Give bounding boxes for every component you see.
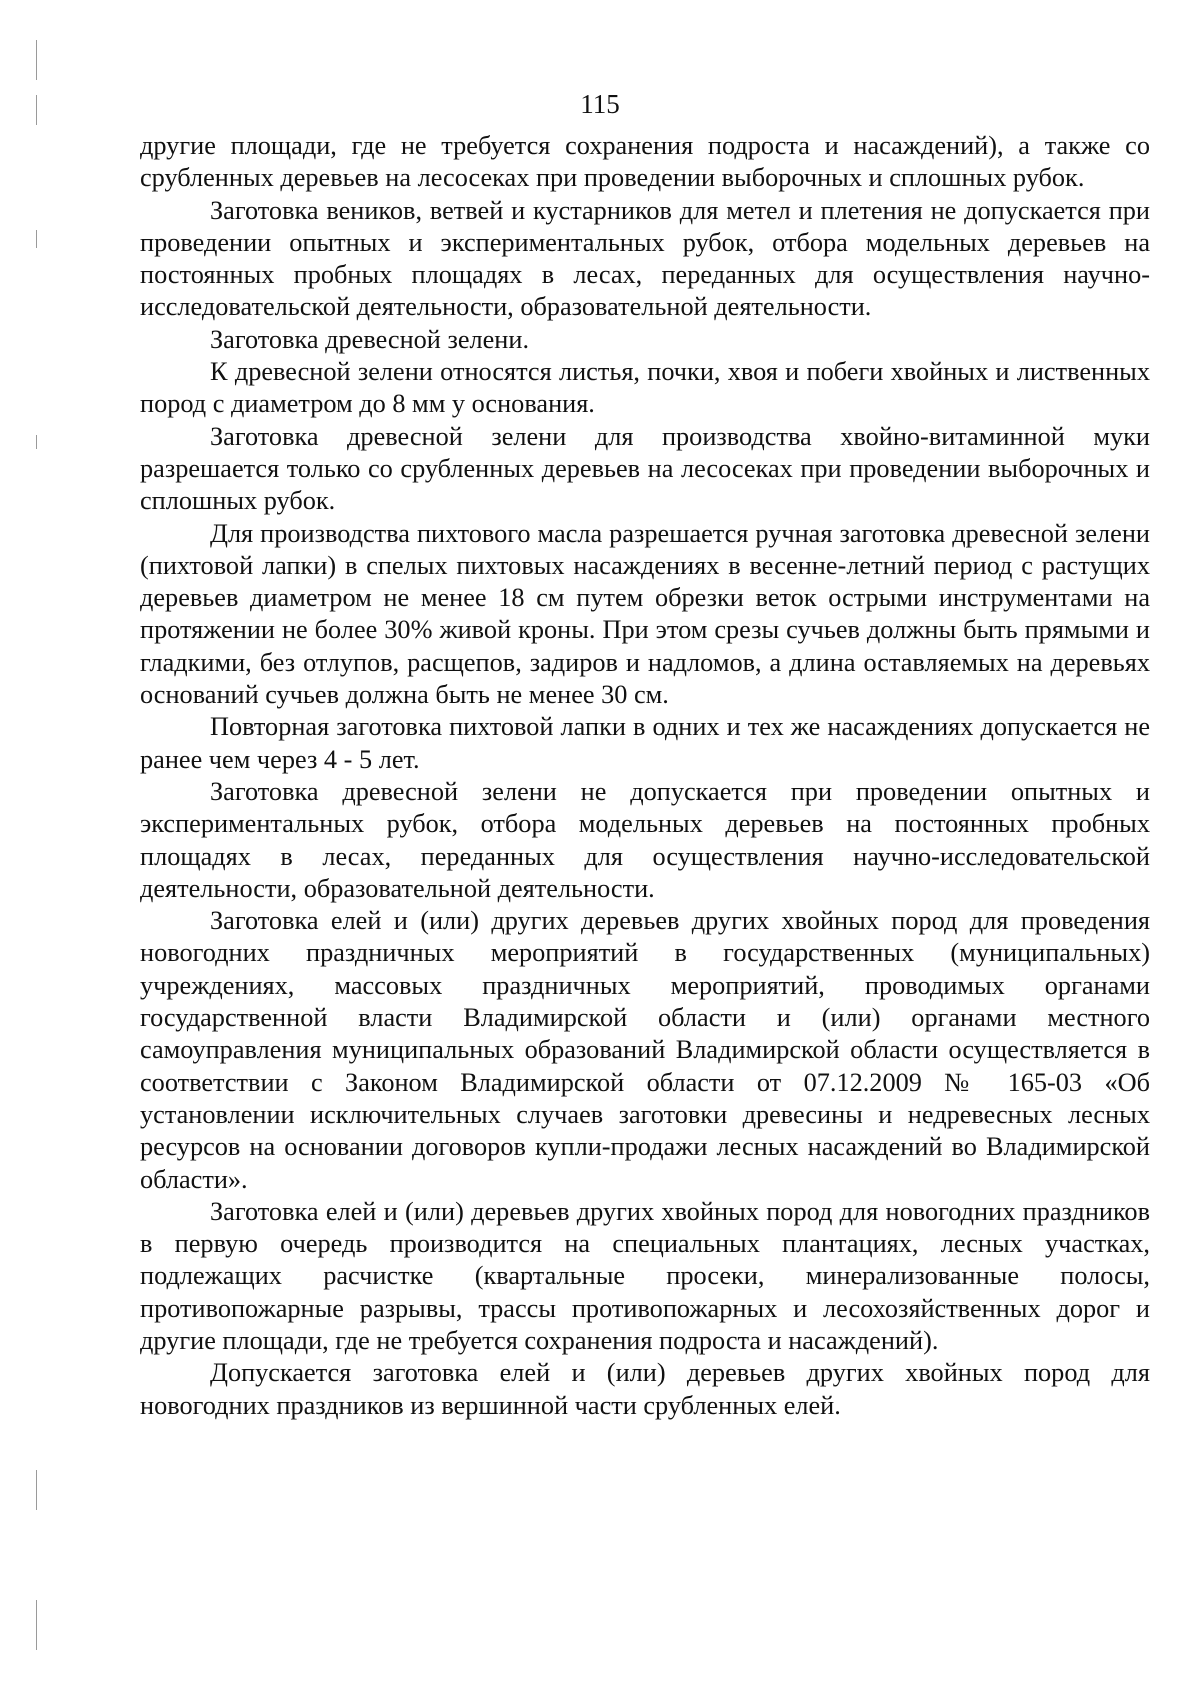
scan-mark bbox=[36, 1600, 37, 1650]
paragraph: Заготовка древесной зелени для производства хвойно-витаминной муки разрешается только со срубленных деревьев на лесосеках при проведении выборочных и сплошных рубок. bbox=[140, 421, 1150, 516]
paragraph: Для производства пихтового масла разрешается ручная заготовка древесной зелени (пихтовой лапки) в спелых пихтовых насаждениях в весенне-летний период с растущих деревьев диаметром не менее 18 см путем обрезки веток острыми инструментами на протяжении не более 30% живой кроны. При этом срезы сучьев должны быть прямыми и гладкими, без отлупов, расщепов, задиров и надломов, а длина оставляемых на деревьях оснований сучьев должна быть не менее 30 см. bbox=[140, 518, 1150, 710]
paragraph: Допускается заготовка елей и (или) деревьев других хвойных пород для новогодних праздников из вершинной части срубленных елей. bbox=[140, 1358, 1150, 1420]
paragraph: Заготовка елей и (или) деревьев других хвойных пород для новогодних праздников в первую очередь производится на специальных плантациях, лесных участках, подлежащих расчистке (квартальные просеки, минерализованные полосы, противопожарные разрывы, трассы противопожарных и лесохозяйственных дорог и другие площади, где не требуется сохранения подроста и насаждений). bbox=[140, 1196, 1150, 1355]
paragraph-heading: Заготовка древесной зелени. bbox=[210, 324, 530, 354]
paragraph: К древесной зелени относятся листья, почки, хвоя и побеги хвойных и лиственных пород с диаметром до 8 мм у основания. bbox=[140, 357, 1150, 419]
paragraph: Повторная заготовка пихтовой лапки в одних и тех же насаждениях допускается не ранее чем через 4 - 5 лет. bbox=[140, 712, 1150, 774]
scan-mark bbox=[36, 1470, 37, 1510]
page-number: 115 bbox=[580, 89, 620, 119]
paragraph: другие площади, где не требуется сохранения подроста и насаждений), а также со срубленных деревьев на лесосеках при проведении выборочных и сплошных рубок. bbox=[140, 131, 1150, 193]
paragraph: Заготовка древесной зелени не допускается при проведении опытных и экспериментальных рубок, отбора модельных деревьев на постоянных пробных площадях в лесах, переданных для осуществления научно-исследовательской деятельности, образовательной деятельности. bbox=[140, 776, 1150, 903]
paragraph: Заготовка веников, ветвей и кустарников для метел и плетения не допускается при проведении опытных и экспериментальных рубок, отбора модельных деревьев на постоянных пробных площадях в лесах, переданных для осуществления научно-исследовательской деятельности, образовательной деятельности. bbox=[140, 195, 1150, 322]
paragraph: Заготовка елей и (или) других деревьев других хвойных пород для проведения новогодних праздничных мероприятий в государственных (муниципальных) учреждениях, массовых праздничных мероприятий, проводимых органами государственной власти Владимирской области и (или) органами местного самоуправления муниципальных образований Владимирской области осуществляется в соответствии с Законом Владимирской области от 07.12.2009 № 165-03 «Об установлении исключительных случаев заготовки древесины и недревесных лесных ресурсов на основании договоров купли-продажи лесных насаждений во Владимирской области». bbox=[140, 906, 1150, 1194]
document-body bbox=[140, 130, 1150, 1422]
scan-edge-marks bbox=[36, 40, 42, 1690]
scan-mark bbox=[36, 435, 37, 449]
scan-mark bbox=[36, 40, 37, 80]
scan-mark bbox=[36, 230, 37, 248]
